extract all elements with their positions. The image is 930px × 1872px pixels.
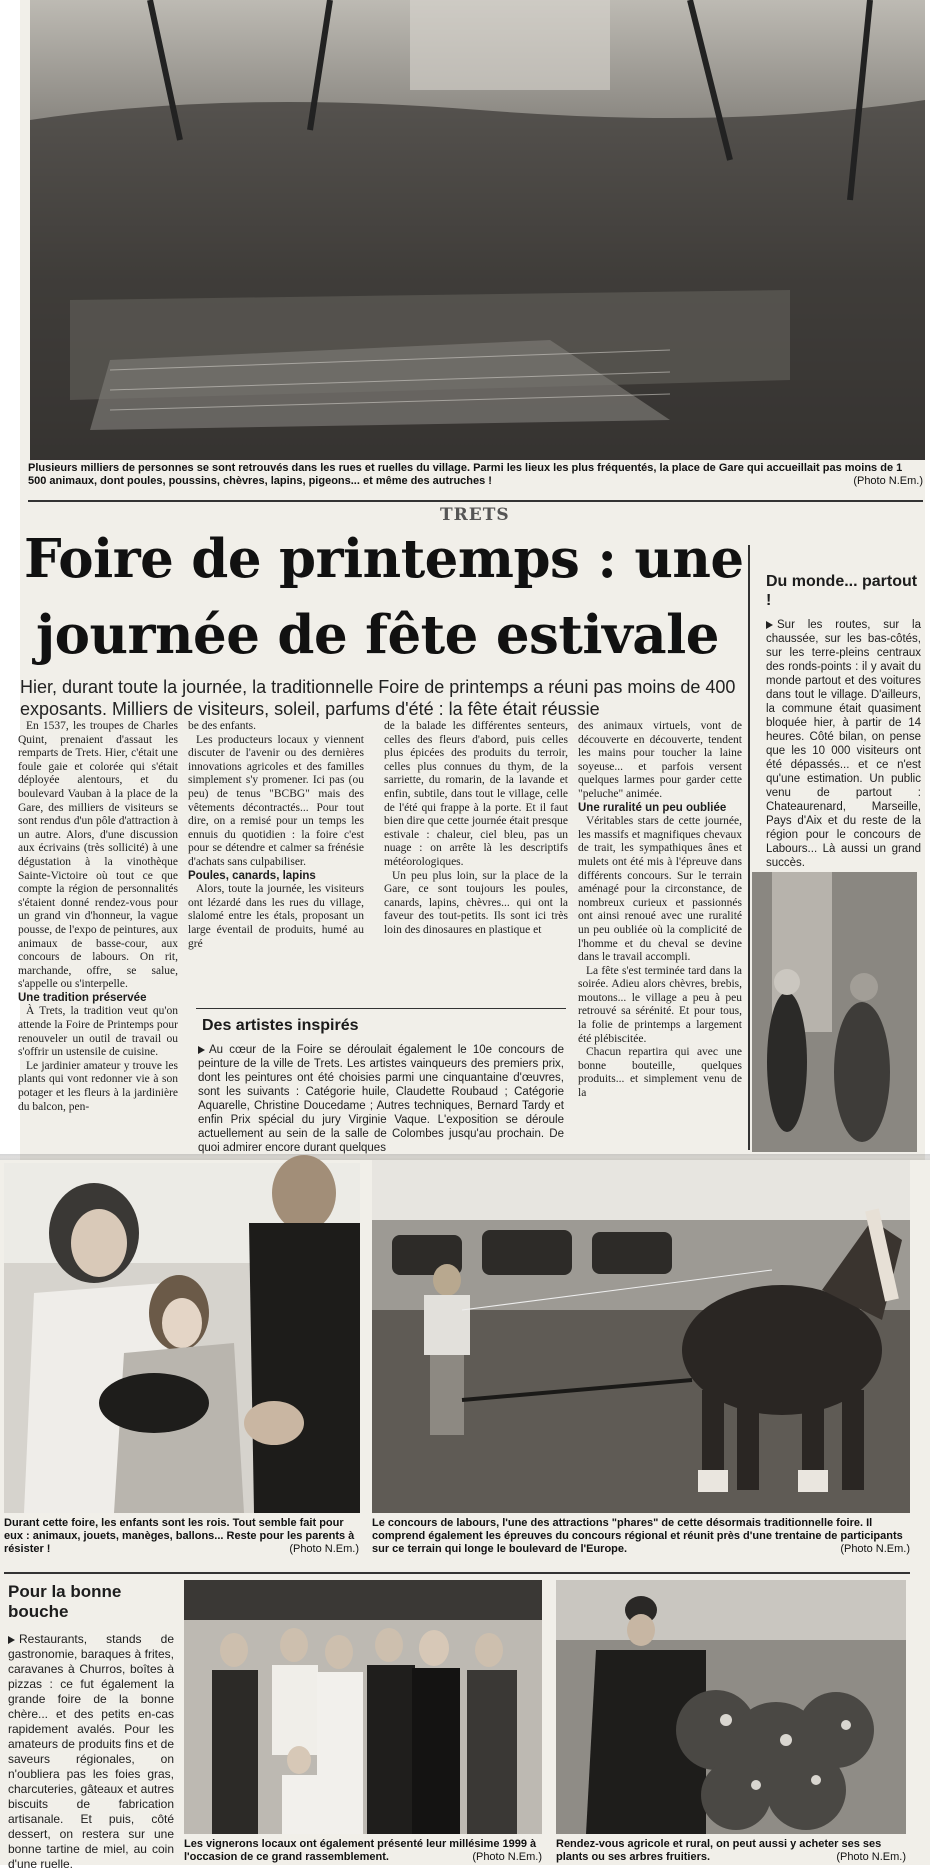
artistes-box	[196, 1008, 566, 1158]
col1-paragraph: Le jardinier amateur y trouve les plants qui vont redonner vie à son potager et les fleurs à la jardinière du balcon, pen-	[18, 1059, 178, 1113]
artistes-title: Des artistes inspirés	[202, 1017, 359, 1034]
sidebar-monde-title: Du monde... partout !	[766, 573, 918, 609]
article-column-4	[578, 720, 742, 1156]
vignerons-photo-caption	[184, 1838, 542, 1864]
plants-photo-caption	[556, 1838, 906, 1864]
caption-text: Le concours de labours, l'une des attractions "phares" de cette désormais traditionnelle foire. Il comprend également les épreuves du concours régional et réunit près d'une trentaine de participants sur ce terrain qui longe le boulevard de l'Europe.	[372, 1517, 903, 1555]
plants-photo	[556, 1580, 906, 1834]
children-photo-illustration	[4, 1163, 360, 1513]
caption-text: Les vignerons locaux ont également présenté leur millésime 1999 à l'occasion de ce grand rassemblement.	[184, 1838, 537, 1863]
sidebar-monde	[766, 572, 921, 870]
sidebar-photo-illustration	[752, 872, 917, 1152]
photo-credit: (Photo N.Em.)	[472, 1851, 542, 1863]
photo-credit: (Photo N.Em.)	[840, 1543, 910, 1555]
children-photo-caption	[4, 1517, 359, 1556]
crowd-photo-caption	[28, 462, 923, 488]
bouche-body: Restaurants, stands de gastronomie, baraques à frites, caravanes à Churros, boîtes à pizzas : ce fut également la grande foire de la bonne chère... et des petits en-cas rapidement avalés. Pour les amateurs de produits fins et de saveurs régionales, on n'oubliera pas les foies gras, charcuteries, gâteaux et autres biscuits de fabrication artisanale. Et puis, côté dessert, on restera sur une bonne tartine de miel, au coin d'une ruelle.	[8, 1632, 174, 1871]
crowd-photo-illustration	[30, 0, 925, 460]
article-column-1	[18, 720, 178, 1156]
standfirst: Hier, durant toute la journée, la traditionnelle Foire de printemps a réuni pas moins de 400 exposants. Milliers de visiteurs, soleil, parfums d'été : la fête était réussie	[20, 677, 736, 719]
col4-paragraph: Chacun repartira qui avec une bonne bouteille, quelques produits... et simplement venu de la	[578, 1046, 742, 1100]
col1-paragraph: À Trets, la tradition veut qu'on attende la Foire de Printemps pour renouveler un outil de travail ou s'offrir un ustensile de cuisine.	[18, 1005, 178, 1059]
artistes-body: Au cœur de la Foire se déroulait également le 10e concours de peinture de la ville de Trets. Les artistes vainqueurs des premiers prix, dont les peintures ont été choisies parmi une cinquantaine d'œuvres, sont les suivants : Catégorie huile, Claudette Roubaud ; Catégorie Aquarelle, Christine Doucedame ; Autres techniques, Bernard Tardy et enfin Prix spécial du jury Virginie Vaque. L'exposition se déroule actuellement au sein de la salle de Colombes jusqu'au prochain. De quoi admirer encore durant quelques	[198, 1044, 564, 1154]
caption-text: Rendez-vous agricole et rural, on peut aussi y acheter ses ses plants ou ses arbres fruitiers.	[556, 1838, 882, 1863]
col1-paragraph: En 1537, les troupes de Charles Quint, prenaient d'assaut les remparts de Trets. Hier, c'était une foule gaie et colorée qui s'était déployée alentours, et du boulevard Vauban à la place de la Gare, des milliers de visiteurs se sont rendus d'un pôle d'attraction à un autre. Alors, d'une discussion aux écrivains (très sollicité) à une dégustation à la vinothèque Sainte-Victoire où tout ce que compte la région de personnalités s'étaient donné rendez-vous pour un grand vin d'honneur, la vague pousse, de l'expo de peintures, aux animaux de basse-cour, aux concours de labours. On rit, marchande, offre, se salue, s'appelle ou s'interpelle.	[18, 720, 178, 991]
sidebar-rule	[748, 545, 750, 1150]
sidebar-monde-text	[766, 618, 921, 870]
headline-line-2: journée de fête estivale	[36, 604, 719, 666]
bullet-triangle-icon	[198, 1046, 205, 1054]
headline-line-1: Foire de printemps : une	[24, 528, 744, 590]
col2-paragraph: Les producteurs locaux y viennent discuter de l'avenir ou des dernières innovations agricoles et des familles simplement s'y promener. Ici pas (ou peu) de tenus "BCBG" mais des vêtements décontractés... Pour tout dire, on a remisé pour un temps les ennuis du quotidien : la foire c'est pour se détendre et calmer sa frénésie d'achats sans culpabiliser.	[188, 733, 364, 868]
sidebar-photo	[752, 872, 917, 1152]
col4-paragraph: La fête s'est terminée tard dans la soirée. Adieu alors chèvres, brebis, moutons... le village a peu à peu retrouvé sa sérénité. Et pour tous, la folie de printemps a largement été plébiscitée.	[578, 964, 742, 1045]
caption-text: Durant cette foire, les enfants sont les rois. Tout semble fait pour eux : animaux, jouets, manèges, ballons... Reste pour les parents à résister !	[4, 1517, 355, 1555]
divider	[4, 1572, 910, 1574]
vignerons-illustration	[184, 1580, 542, 1834]
col4-paragraph: des animaux virtuels, vont de découverte en découverte, tendent les mains pour toucher la laine soyeuse... et parfois versent quelques larmes pour garder cette "peluche" animée.	[578, 720, 742, 800]
horse-photo-caption	[372, 1517, 910, 1556]
col2-subheading: Poules, canards, lapins	[188, 869, 316, 882]
photo-credit: (Photo N.Em.)	[836, 1851, 906, 1863]
vignerons-photo	[184, 1580, 542, 1834]
photo-credit: (Photo N.Em.)	[289, 1543, 359, 1555]
bouche-text	[8, 1632, 174, 1872]
plants-illustration	[556, 1580, 906, 1834]
photo-credit: (Photo N.Em.)	[853, 475, 923, 487]
col2-paragraph: Alors, toute la journée, les visiteurs ont lézardé dans les rues du village, slalomé entre les étals, proposant un large éventail de produits, humé au gré	[188, 883, 364, 950]
article-column-3	[384, 720, 568, 1000]
col4-paragraph: Véritables stars de cette journée, les massifs et magnifiques chevaux de trait, les sympathiques ânes et mulets ont été mis à l'épreuve dans différents concours. Sur le terrain aménagé pour la circonstance, de nombreux curieux et passionnés ont ainsi renoué avec une ruralité un peu oubliée où la complicité de l'homme et du cheval se devine dans le travail accompli.	[578, 815, 742, 964]
sidebar-monde-body: Sur les routes, sur la chaussée, sur les bas-côtés, sur les terre-pleins centraux des ronds-points : il y avait du monde partout et des voitures dans tout le village. D'ailleurs, la commune était quasiment bloquée hier, à partir de 14 heures. Côté bilan, on pense que les 10 000 visiteurs ont été dépassés... et ce n'est qu'une estimation. Un public venu de partout : Chateaurenard, Marseille, Pays d'Aix et du reste de la région pour le concours de Labours... Là aussi un grand succès.	[766, 619, 921, 869]
artistes-text	[196, 1043, 566, 1154]
section-label: TRETS	[440, 505, 510, 525]
article-column-2	[188, 720, 364, 1000]
bouche-box	[8, 1582, 174, 1871]
crowd-photo	[30, 0, 925, 460]
children-photo	[4, 1163, 360, 1513]
bullet-triangle-icon	[766, 621, 773, 629]
horse-plough-photo	[372, 1160, 910, 1513]
bullet-triangle-icon	[8, 1636, 15, 1644]
divider	[28, 500, 923, 502]
col4-subheading: Une ruralité un peu oubliée	[578, 801, 727, 814]
col2-paragraph: be des enfants.	[188, 720, 257, 732]
bouche-title: Pour la bonne bouche	[8, 1582, 122, 1621]
caption-text: Plusieurs milliers de personnes se sont retrouvés dans les rues et ruelles du village. Parmi les lieux les plus fréquentés, la place de Gare qui accueillait pas moins de 1 500 animaux, dont poules, poussins, chèvres, lapins, pigeons... et même des autruches !	[28, 462, 903, 487]
col3-paragraph: Un peu plus loin, sur la place de la Gare, ce sont toujours les poules, canards, lapins, chèvres... qui ont la faveur des tout-petits. Ils sont ici très loin des dinosaures en plastique et	[384, 869, 568, 936]
col3-paragraph: de la balade les différentes senteurs, celles des fleurs d'abord, puis celles plus épicées des produits du terroir, celles plus connues du thym, de la sarriette, du romarin, de la lavande et enfin, subtile, dans tout le village, celle de l'été qui frappe à la porte. Et il faut bien dire que cette journée était presque estivale : chaleur, ciel bleu, pas un nuage : on arrête là les descriptifs météorologiques.	[384, 720, 568, 868]
col1-subheading: Une tradition préservée	[18, 991, 147, 1004]
horse-plough-illustration	[372, 1160, 910, 1513]
